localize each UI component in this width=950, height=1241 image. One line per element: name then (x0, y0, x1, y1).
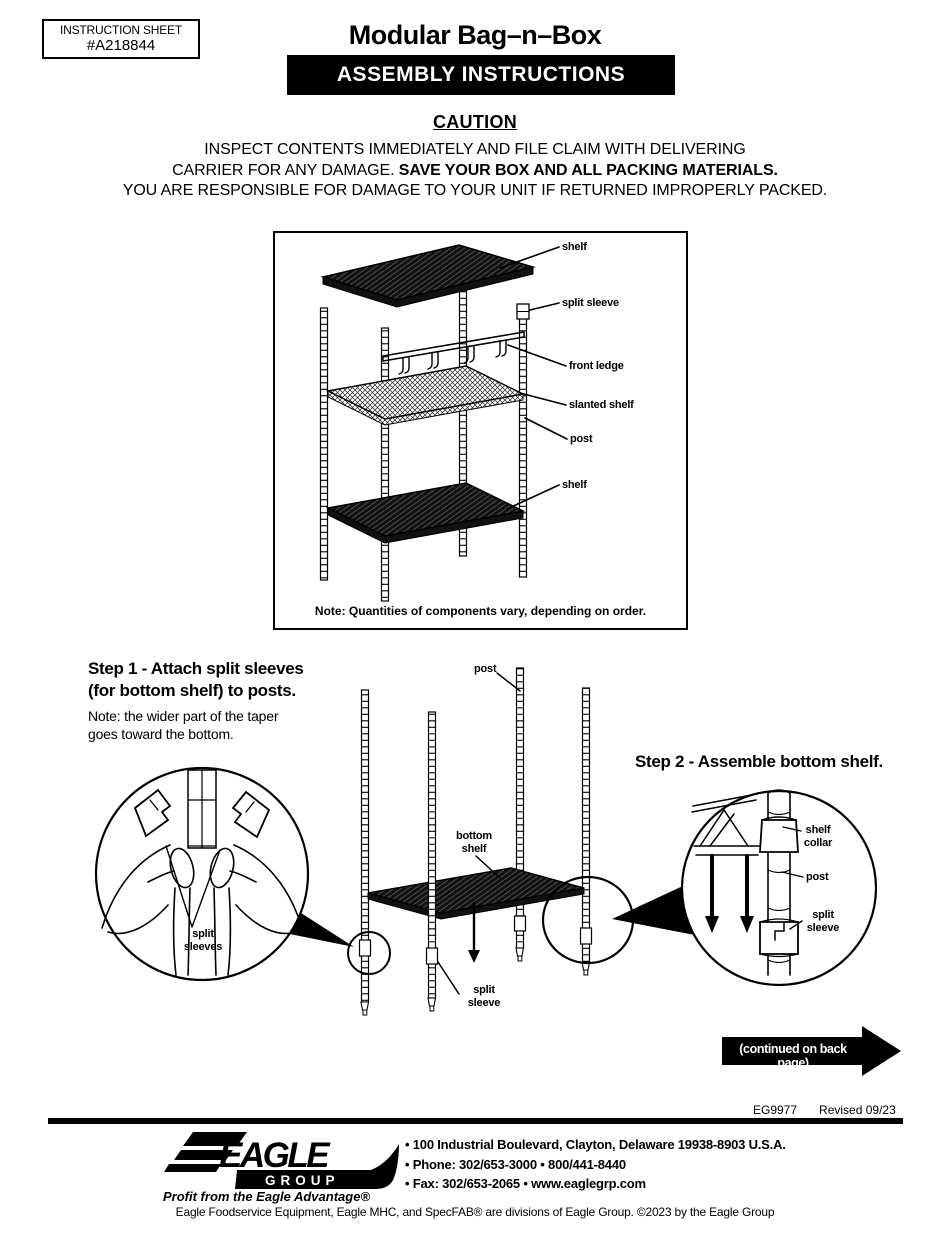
continued-banner-text: (continued on back page) (739, 1042, 847, 1070)
revision: Revised 09/23 (819, 1103, 896, 1117)
label-inset-post: post (806, 871, 829, 883)
step1-heading-line1: Step 1 - Attach split sleeves (88, 659, 304, 678)
caution-line-3: YOU ARE RESPONSIBLE FOR DAMAGE TO YOUR UNIT IF RETURNED IMPROPERLY PACKED. (122, 182, 828, 199)
logo-eagle-text: EAGLE (219, 1136, 328, 1175)
logo-stripe (164, 1164, 221, 1172)
step2-heading: Step 2 - Assemble bottom shelf. (635, 752, 883, 771)
caution-line-2-normal: CARRIER FOR ANY DAMAGE. (172, 161, 399, 179)
label-post: post (570, 433, 593, 445)
logo-group-text: GROUP (265, 1173, 340, 1188)
label-split-sleeves: split sleeves (183, 928, 223, 953)
doc-code-line (753, 1103, 896, 1117)
top-shelf (323, 245, 533, 307)
overview-shelving-diagram (321, 245, 568, 601)
label-bottom-shelf: bottom shelf (455, 830, 493, 855)
label-step-post: post (474, 663, 497, 675)
divisions-line: Eagle Foodservice Equipment, Eagle MHC, and SpecFAB® are divisions of Eagle Group. ©2023 by the Eagle Group (175, 1205, 775, 1219)
eagle-group-logo (164, 1132, 399, 1189)
step1-note (88, 707, 278, 743)
step1-note-line2: goes toward the bottom. (88, 726, 234, 742)
contact-address: • 100 Industrial Boulevard, Clayton, Delaware 19938-8903 U.S.A. (405, 1137, 786, 1152)
step1-heading (88, 658, 304, 702)
contact-block (405, 1135, 786, 1194)
caution-line-2-bold: SAVE YOUR BOX AND ALL PACKING MATERIALS. (398, 161, 778, 179)
label-step-split-sleeve: split sleeve (467, 984, 501, 1009)
sheet-number: #A218844 (86, 37, 156, 54)
label-split-sleeve: split sleeve (562, 297, 619, 309)
contact-phone: • Phone: 302/653-3000 • 800/441-8440 (405, 1156, 626, 1172)
step1-heading-line2: (for bottom shelf) to posts. (88, 681, 296, 700)
slanted-shelf (328, 366, 523, 425)
doc-code: EG9977 (753, 1103, 798, 1117)
front-post (427, 712, 438, 1011)
label-shelf-top: shelf (562, 241, 587, 253)
caution-line-1: INSPECT CONTENTS IMMEDIATELY AND FILE CLAIM WITH DELIVERING (204, 141, 746, 158)
bottom-shelf-overview (328, 483, 523, 543)
caution-line-2 (0, 161, 950, 182)
overview-note: Note: Quantities of components vary, depending on order. (314, 604, 647, 618)
overview-leader-lines (500, 247, 567, 509)
contact-fax-web: • Fax: 302/653-2065 • www.eaglegrp.com (405, 1176, 646, 1191)
page-title: Modular Bag–n–Box (348, 20, 602, 50)
footer-divider-rule (48, 1118, 903, 1124)
label-front-ledge: front ledge (569, 360, 624, 372)
label-shelf-bottom: shelf (562, 479, 587, 491)
logo-tagline: Profit from the Eagle Advantage® (163, 1189, 371, 1204)
shelf-collar-inset (682, 790, 876, 985)
label-slanted-shelf: slanted shelf (569, 399, 634, 411)
assembly-instructions-banner: ASSEMBLY INSTRUCTIONS (287, 55, 675, 95)
caution-heading: CAUTION (432, 112, 518, 132)
label-shelf-collar: shelf collar (803, 824, 833, 849)
sheet-label: INSTRUCTION SHEET (60, 23, 182, 37)
overview-posts (321, 288, 530, 601)
label-inset-split-sleeve: split sleeve (806, 909, 840, 934)
step1-note-line1: Note: the wider part of the taper (88, 708, 279, 724)
